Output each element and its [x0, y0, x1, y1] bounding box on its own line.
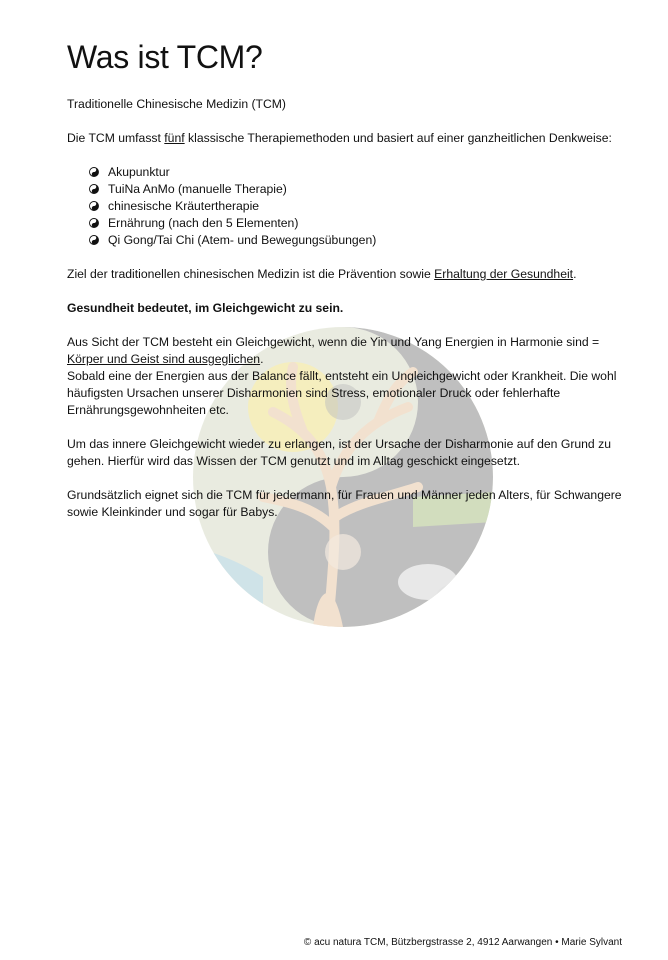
subtitle: Traditionelle Chinesische Medizin (TCM) — [67, 97, 286, 111]
method-label: Akupunktur — [108, 165, 170, 179]
balance-underlined: Körper und Geist sind ausgeglichen — [67, 352, 261, 366]
list-item — [89, 215, 627, 232]
method-label: chinesische Kräutertherapie — [108, 199, 260, 213]
goal-paragraph — [67, 266, 627, 283]
page-title: Was ist TCM? — [67, 39, 263, 75]
health-statement: Gesundheit bedeutet, im Gleichgewicht zu sein. — [67, 301, 344, 315]
list-item — [89, 164, 627, 181]
watermark-stone — [398, 564, 458, 600]
method-label: Qi Gong/Tai Chi (Atem- und Bewegungsübungen) — [108, 233, 377, 247]
yin-yang-bullet-icon — [89, 201, 99, 211]
list-item — [89, 198, 627, 215]
intro-paragraph — [67, 130, 627, 147]
yin-yang-bullet-icon — [89, 167, 99, 177]
intro-underlined: fünf — [164, 131, 185, 145]
main-content — [67, 38, 627, 538]
method-label: TuiNa AnMo (manuelle Therapie) — [108, 182, 287, 196]
goal-underlined: Erhaltung der Gesundheit — [434, 267, 574, 281]
methods-list — [67, 164, 627, 249]
balance-text-end: . — [260, 352, 264, 366]
yin-yang-bullet-icon — [89, 218, 99, 228]
goal-text: Ziel der traditionellen chinesischen Medizin ist die Prävention sowie — [67, 267, 435, 281]
page-footer: © acu natura TCM, Bützbergstrasse 2, 4912 Aarwangen • Marie Sylvant — [303, 937, 622, 948]
yin-yang-bullet-icon — [89, 184, 99, 194]
list-item — [89, 232, 627, 249]
intro-text: Die TCM umfasst — [67, 131, 165, 145]
restore-paragraph: Um das innere Gleichgewicht wieder zu erlangen, ist der Ursache der Disharmonie auf den Grund zu gehen. Hierfür wird das Wissen der TCM genutzt und im Alltag geschickt eingesetzt. — [67, 437, 611, 468]
audience-paragraph: Grundsätzlich eignet sich die TCM für jedermann, für Frauen und Männer jeden Alters, für Schwangere sowie Kleinkinder und sogar für Babys. — [67, 488, 622, 519]
balance-text-2: Sobald eine der Energien aus der Balance fällt, entsteht ein Ungleichgewicht oder Krankheit. Die wohl häufigsten Ursachen unserer Disharmonien sind Stress, emotionaler Druck oder fehlerhafte Ernährungsgewohnheiten etc. — [67, 369, 617, 417]
yin-yang-bullet-icon — [89, 235, 99, 245]
method-label: Ernährung (nach den 5 Elementen) — [108, 216, 299, 230]
balance-text: Aus Sicht der TCM besteht ein Gleichgewicht, wenn die Yin und Yang Energien in Harmonie sind = — [67, 335, 600, 349]
list-item — [89, 181, 627, 198]
balance-paragraph — [67, 334, 627, 419]
intro-text-end: klassische Therapiemethoden und basiert auf einer ganzheitlichen Denkweise: — [184, 131, 612, 145]
goal-text-end: . — [573, 267, 577, 281]
